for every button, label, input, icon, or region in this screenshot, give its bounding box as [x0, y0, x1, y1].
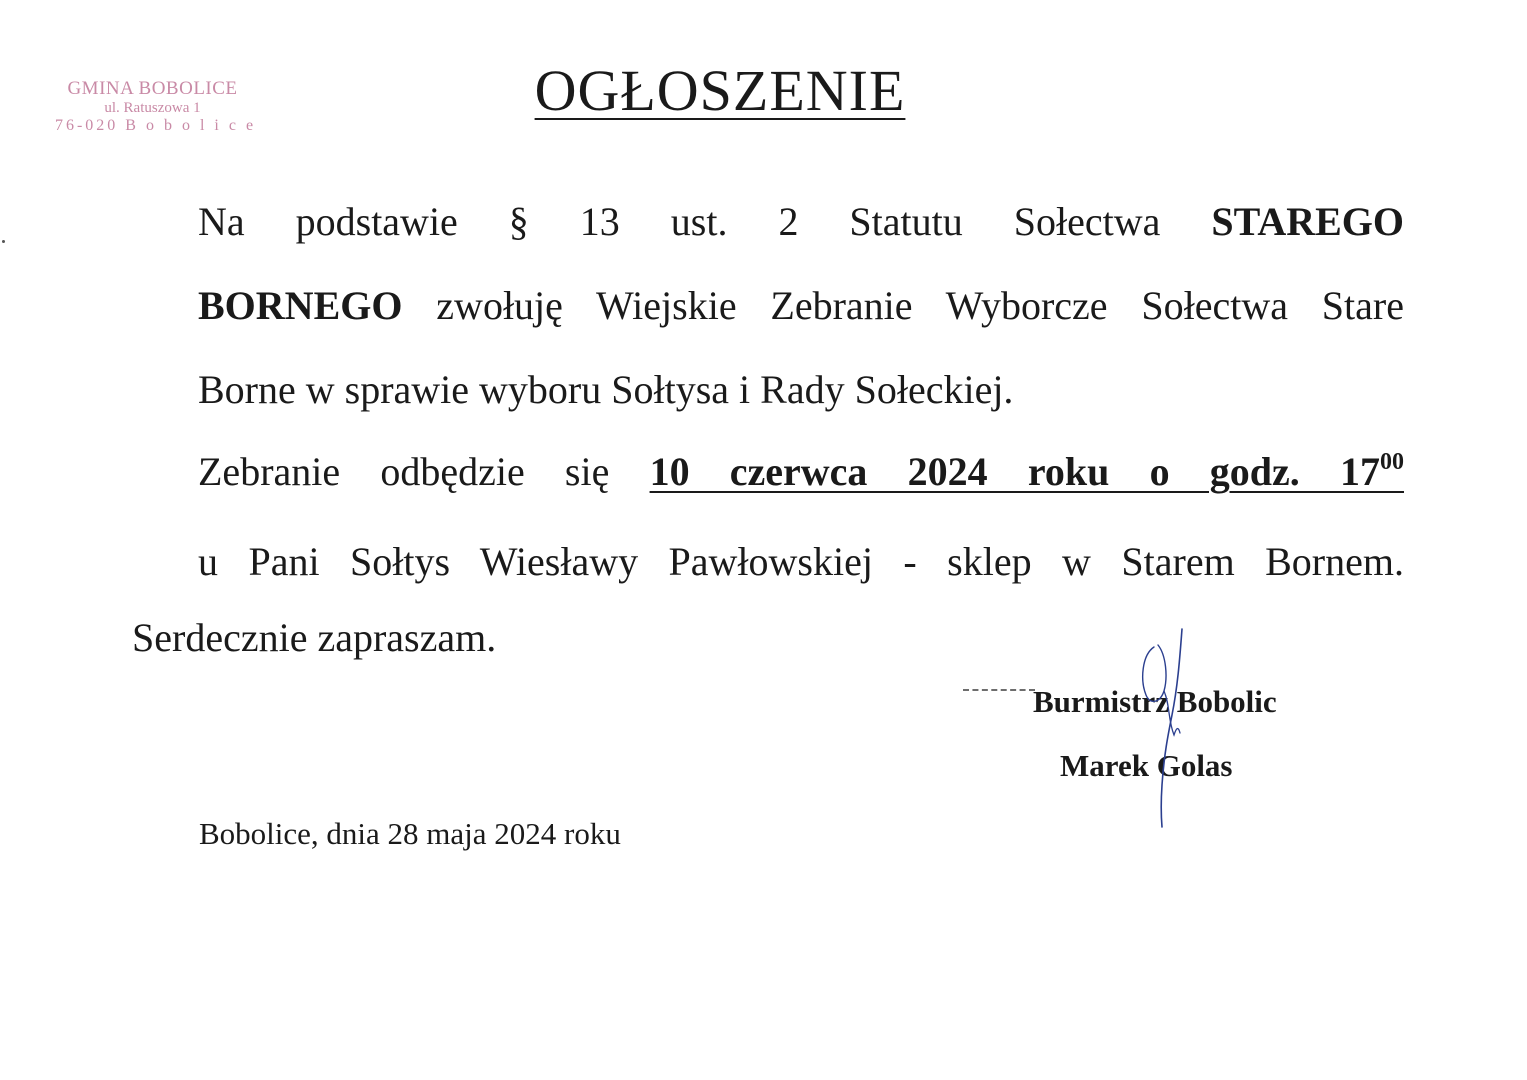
meeting-convening-text: zwołuję Wiejskie Zebranie Wyborcze Sołectwa Stare — [402, 283, 1404, 328]
handwritten-signature — [1120, 625, 1200, 830]
village-name-bold-2: BORNEGO — [198, 283, 403, 328]
meeting-date: 10 czerwca 2024 roku o godz. 17 — [649, 449, 1380, 494]
village-name-bold-1: STAREGO — [1211, 199, 1404, 244]
document-title-text: OGŁOSZENIE — [534, 58, 906, 123]
document-title — [0, 58, 1440, 123]
scan-speck — [2, 240, 5, 243]
paragraph-statute-line-1 — [132, 180, 1404, 264]
paragraph-meeting — [132, 430, 1404, 604]
meeting-date-time — [650, 449, 1404, 494]
place-and-date: Bobolice, dnia 28 maja 2024 roku — [199, 816, 621, 851]
stamp-line-1: GMINA BOBOLICE — [67, 78, 238, 99]
meeting-time-minutes: 00 — [1380, 449, 1404, 475]
signatory-title: Burmistrz Bobolic — [1033, 684, 1277, 719]
statute-text: Na podstawie § 13 ust. 2 Statutu Sołectwa — [198, 199, 1212, 244]
stamp-line-3: 76-020 B o b o l i c e — [54, 117, 257, 135]
signatory-name: Marek Golas — [1060, 748, 1233, 783]
meeting-intro: Zebranie odbędzie się — [198, 449, 650, 494]
paragraph-statute-line-3: Borne w sprawie wyboru Sołtysa i Rady Sołeckiej. — [198, 367, 1014, 412]
stamp-line-2: ul. Ratuszowa 1 — [104, 99, 201, 116]
paragraph-meeting-line-1 — [132, 430, 1404, 520]
meeting-location: u Pani Sołtys Wiesławy Pawłowskiej - sklep w Starem Bornem. — [198, 539, 1404, 584]
paragraph-statute — [132, 180, 1404, 432]
closing-text: Serdecznie zapraszam. — [132, 615, 497, 660]
signature-dashes — [963, 689, 1035, 691]
paragraph-statute-line-2 — [132, 264, 1404, 348]
closing-line — [132, 596, 1404, 680]
